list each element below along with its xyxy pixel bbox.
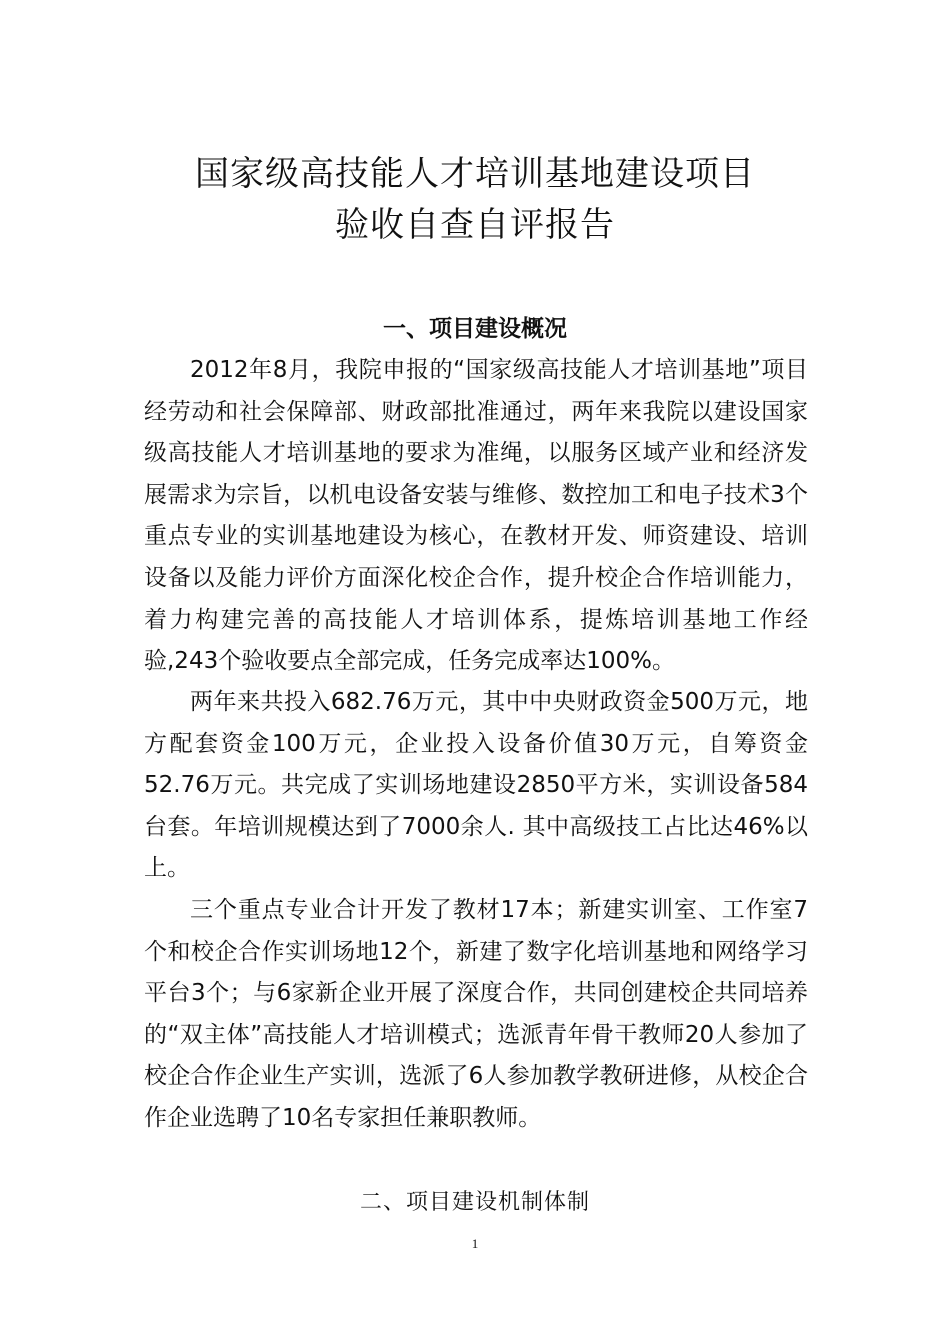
paragraph-achievements: 三个重点专业合计开发了教材17本；新建实训室、工作室7个和校企合作实训场地12个，新建了数字化培训基地和网络学习平台3个；与6家新企业开展了深度合作，共同创建校企共同培养的“双主体”高技能人才培训模式；选派青年骨干教师20人参加了校企合作企业生产实训，选派了6人参加教学教研进修，从校企合作企业选聘了10名专家担任兼职教师。 [144,897,808,1131]
page-number: 1 [471,1236,479,1251]
section-heading-project-overview: 一、项目建设概况 [383,316,567,342]
document-title-line-1: 国家级高技能人才培训基地建设项目 [195,154,755,194]
paragraph-project-overview: 2012年8月，我院申报的“国家级高技能人才培训基地”项目经劳动和社会保障部、财政部批准通过，两年来我院以建设国家级高技能人才培训基地的要求为准绳，以服务区域产业和经济发展需求为宗旨，以机电设备安装与维修、数控加工和电子技术3个重点专业的实训基地建设为核心，在教材开发、师资建设、培训设备以及能力评价方面深化校企合作，提升校企合作培训能力，着力构建完善的高技能人才培训体系，提炼培训基地工作经验,243个验收要点全部完成，任务完成率达100%。 [144,357,808,675]
paragraph-investment: 两年来共投入682.76万元，其中中央财政资金500万元，地方配套资金100万元，企业投入设备价值30万元，自筹资金52.76万元。共完成了实训场地建设2850平方米，实训设备584台套。年培训规模达到了7000余人. 其中高级技工占比达46%以上。 [144,689,808,882]
section-heading-mechanism: 二、项目建设机制体制 [359,1190,590,1215]
document-title-line-2: 验收自查自评报告 [335,205,615,245]
